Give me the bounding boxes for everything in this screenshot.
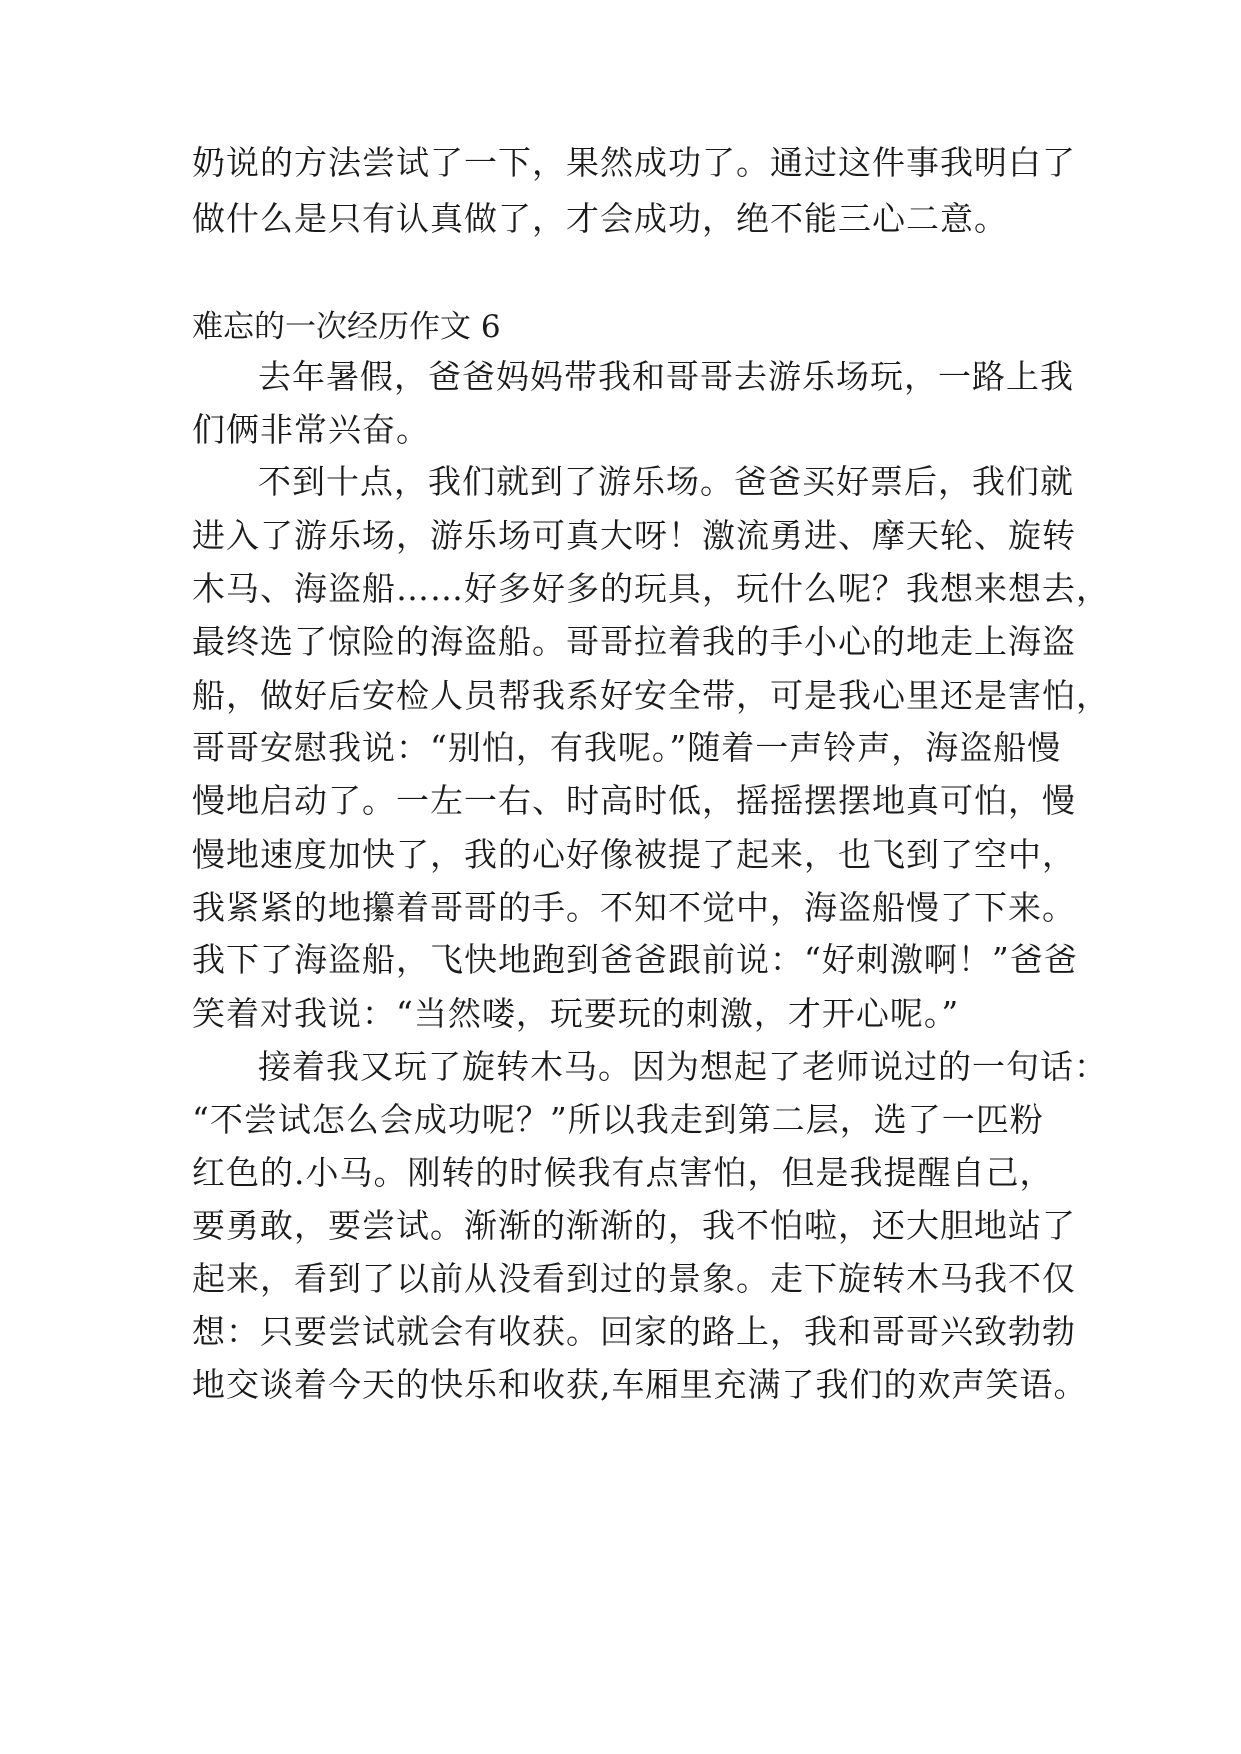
paragraph-2-line-3: 木马、海盗船……好多好多的玩具，玩什么呢？我想来想去，: [192, 569, 1110, 608]
paragraph-1-line-1: 去年暑假，爸爸妈妈带我和哥哥去游乐场玩，一路上我: [258, 357, 1074, 396]
paragraph-1-line-2: 们俩非常兴奋。: [192, 410, 430, 449]
paragraph-3-line-1: 接着我又玩了旋转木马。因为想起了老师说过的一句话：: [258, 1047, 1108, 1086]
paragraph-2-line-11: 笑着对我说：“当然喽，玩要玩的刺激，才开心呢。”: [192, 994, 960, 1033]
paragraph-3-line-4: 要勇敢，要尝试。渐渐的渐渐的，我不怕啦，还大胆地站了: [192, 1206, 1076, 1245]
paragraph-2-line-7: 慢地启动了。一左一右、时高时低，摇摇摆摆地真可怕，慢: [192, 781, 1076, 820]
paragraph-3-line-7: 地交谈着今天的快乐和收获,车厢里充满了我们的欢声笑语。: [192, 1365, 1088, 1404]
paragraph-3-line-6: 想：只要尝试就会有收获。回家的路上，我和哥哥兴致勃勃: [192, 1312, 1076, 1351]
paragraph-3-line-5: 起来，看到了以前从没看到过的景象。走下旋转木马我不仅: [192, 1259, 1076, 1298]
paragraph-2-line-9: 我紧紧的地攥着哥哥的手。不知不觉中，海盗船慢了下来。: [192, 888, 1076, 927]
paragraph-2-line-6: 哥哥安慰我说：“别怕，有我呢。”随着一声铃声，海盗船慢: [192, 728, 1062, 767]
essay-title: 难忘的一次经历作文 6: [192, 309, 501, 345]
paragraph-2-line-5: 船，做好后安检人员帮我系好安全带，可是我心里还是害怕，: [192, 676, 1110, 715]
paragraph-3-line-2: “不尝试怎么会成功呢？”所以我走到第二层，选了一匹粉: [192, 1100, 1044, 1139]
intro-line-2: 做什么是只有认真做了，才会成功，绝不能三心二意。: [192, 199, 1008, 238]
intro-line-1: 奶说的方法尝试了一下，果然成功了。通过这件事我明白了: [192, 143, 1076, 182]
paragraph-2-line-10: 我下了海盗船，飞快地跑到爸爸跟前说：“好刺激啊！”爸爸: [192, 940, 1078, 979]
paragraph-3-line-3: 红色的.小马。刚转的时候我有点害怕，但是我提醒自己，: [192, 1153, 1054, 1192]
paragraph-2-line-1: 不到十点，我们就到了游乐场。爸爸买好票后，我们就: [258, 462, 1074, 501]
paragraph-2-line-2: 进入了游乐场，游乐场可真大呀！激流勇进、摩天轮、旋转: [192, 516, 1076, 555]
paragraph-2-line-8: 慢地速度加快了，我的心好像被提了起来，也飞到了空中，: [192, 835, 1076, 874]
paragraph-2-line-4: 最终选了惊险的海盗船。哥哥拉着我的手小心的地走上海盗: [192, 622, 1076, 661]
